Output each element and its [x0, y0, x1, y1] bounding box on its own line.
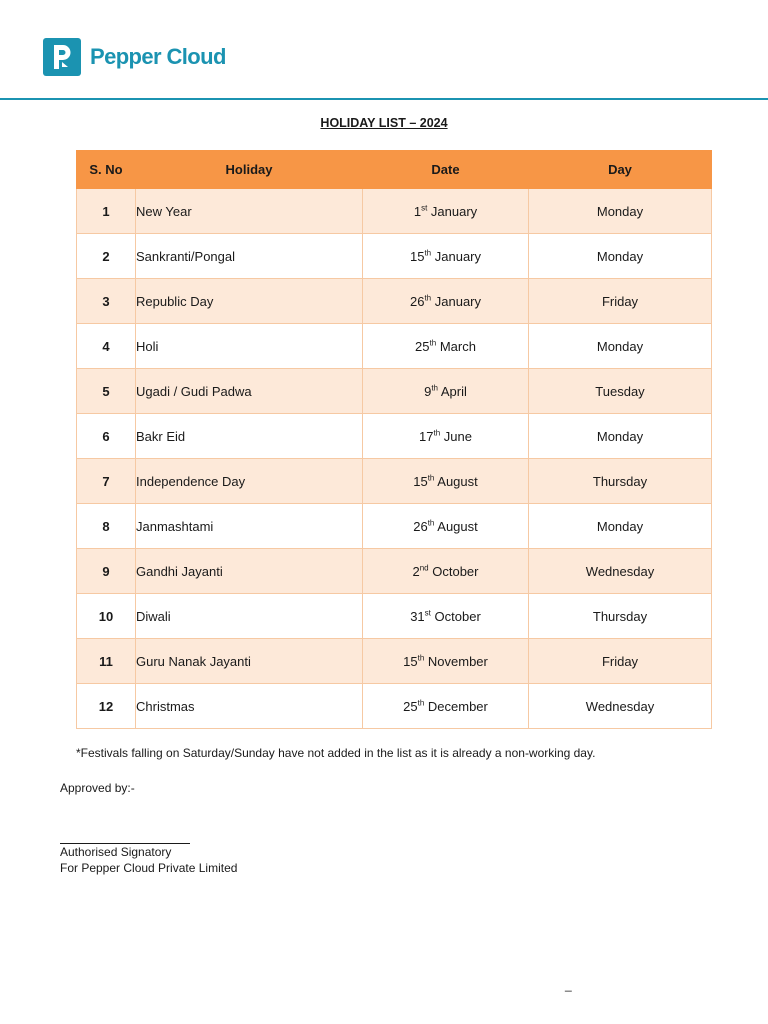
cell-sno: 4 [77, 324, 136, 369]
cell-day: Tuesday [529, 369, 712, 414]
footer-mark: _ [565, 978, 572, 992]
cell-day: Wednesday [529, 684, 712, 729]
pepper-cloud-logo-icon [43, 38, 81, 76]
column-header-sno: S. No [77, 151, 136, 189]
cell-day: Monday [529, 504, 712, 549]
date-day: 15 [409, 248, 425, 264]
date-day: 26 [413, 518, 428, 534]
cell-date [363, 414, 529, 459]
table-row [77, 549, 712, 594]
cell-holiday: Christmas [136, 684, 363, 729]
signature-line [60, 843, 190, 844]
date-day: 2 [412, 563, 420, 579]
cell-day: Thursday [529, 459, 712, 504]
cell-day: Monday [529, 234, 712, 279]
footnote: *Festivals falling on Saturday/Sunday have not added in the list as it is already a non-working day. [76, 746, 596, 760]
cell-holiday: New Year [136, 189, 363, 234]
cell-sno: 10 [77, 594, 136, 639]
table-header-row [77, 151, 712, 189]
column-header-day: Day [529, 151, 712, 189]
date-day: 31 [410, 608, 425, 624]
date-month: January [434, 248, 481, 264]
cell-holiday: Gandhi Jayanti [136, 549, 363, 594]
cell-date [363, 189, 529, 234]
cell-holiday: Independence Day [136, 459, 363, 504]
date-day: 15 [403, 653, 418, 669]
brand-logo [43, 38, 226, 76]
date-month: January [434, 293, 481, 309]
cell-holiday: Bakr Eid [136, 414, 363, 459]
date-ordinal-suffix: th [431, 383, 438, 393]
date-ordinal-suffix: nd [419, 563, 429, 573]
cell-holiday: Republic Day [136, 279, 363, 324]
table-row [77, 324, 712, 369]
date-ordinal-suffix: th [427, 473, 435, 483]
date-ordinal-suffix: th [417, 653, 425, 663]
cell-holiday: Holi [136, 324, 363, 369]
date-month: November [427, 653, 488, 669]
brand-name: Pepper Cloud [90, 44, 226, 69]
date-day: 9 [424, 383, 432, 399]
cell-sno: 11 [77, 639, 136, 684]
cell-date [363, 234, 529, 279]
date-day: 1 [413, 203, 422, 219]
date-month: December [427, 698, 488, 714]
cell-day: Monday [529, 324, 712, 369]
cell-date [363, 324, 529, 369]
date-ordinal-suffix: th [424, 293, 432, 303]
table-row [77, 279, 712, 324]
date-month: January [430, 203, 478, 219]
cell-date [363, 639, 529, 684]
table-row [77, 369, 712, 414]
table-row [77, 594, 712, 639]
page-title: HOLIDAY LIST – 2024 [320, 116, 448, 130]
date-month: April [440, 383, 467, 399]
cell-sno: 7 [77, 459, 136, 504]
cell-sno: 6 [77, 414, 136, 459]
cell-date [363, 504, 529, 549]
cell-holiday: Diwali [136, 594, 363, 639]
date-month: March [439, 338, 476, 354]
cell-date [363, 684, 529, 729]
date-ordinal-suffix: st [424, 608, 431, 618]
date-day: 25 [403, 698, 418, 714]
date-month: June [443, 428, 472, 444]
date-month: August [437, 518, 478, 534]
date-day: 26 [409, 293, 425, 309]
cell-day: Thursday [529, 594, 712, 639]
date-ordinal-suffix: th [417, 698, 425, 708]
cell-holiday: Ugadi / Gudi Padwa [136, 369, 363, 414]
cell-sno: 5 [77, 369, 136, 414]
cell-sno: 3 [77, 279, 136, 324]
table-row [77, 414, 712, 459]
cell-date [363, 594, 529, 639]
date-ordinal-suffix: st [421, 203, 428, 213]
cell-date [363, 369, 529, 414]
date-ordinal-suffix: th [429, 338, 437, 348]
cell-sno: 8 [77, 504, 136, 549]
date-day: 25 [415, 338, 430, 354]
date-ordinal-suffix: th [433, 428, 441, 438]
cell-date [363, 459, 529, 504]
cell-day: Friday [529, 279, 712, 324]
cell-day: Monday [529, 189, 712, 234]
header-divider [0, 98, 768, 100]
table-row [77, 504, 712, 549]
table-row [77, 459, 712, 504]
cell-date [363, 549, 529, 594]
date-month: August [437, 473, 478, 489]
cell-sno: 9 [77, 549, 136, 594]
signatory-title: Authorised Signatory [60, 845, 172, 859]
holiday-table [76, 150, 712, 729]
cell-sno: 12 [77, 684, 136, 729]
cell-day: Wednesday [529, 549, 712, 594]
column-header-holiday: Holiday [136, 151, 363, 189]
date-ordinal-suffix: th [427, 518, 435, 528]
cell-day: Friday [529, 639, 712, 684]
cell-holiday: Janmashtami [136, 504, 363, 549]
page-header [0, 0, 768, 100]
cell-sno: 2 [77, 234, 136, 279]
date-day: 15 [413, 473, 428, 489]
date-day: 17 [419, 428, 434, 444]
cell-holiday: Guru Nanak Jayanti [136, 639, 363, 684]
column-header-date: Date [363, 151, 529, 189]
company-line: For Pepper Cloud Private Limited [60, 861, 238, 875]
cell-day: Monday [529, 414, 712, 459]
table-row [77, 684, 712, 729]
approved-by-label: Approved by:- [60, 781, 135, 795]
table-row [77, 189, 712, 234]
table-row [77, 639, 712, 684]
date-month: October [432, 563, 479, 579]
table-row [77, 234, 712, 279]
date-ordinal-suffix: th [424, 248, 432, 258]
date-month: October [434, 608, 481, 624]
cell-date [363, 279, 529, 324]
cell-holiday: Sankranti/Pongal [136, 234, 363, 279]
cell-sno: 1 [77, 189, 136, 234]
